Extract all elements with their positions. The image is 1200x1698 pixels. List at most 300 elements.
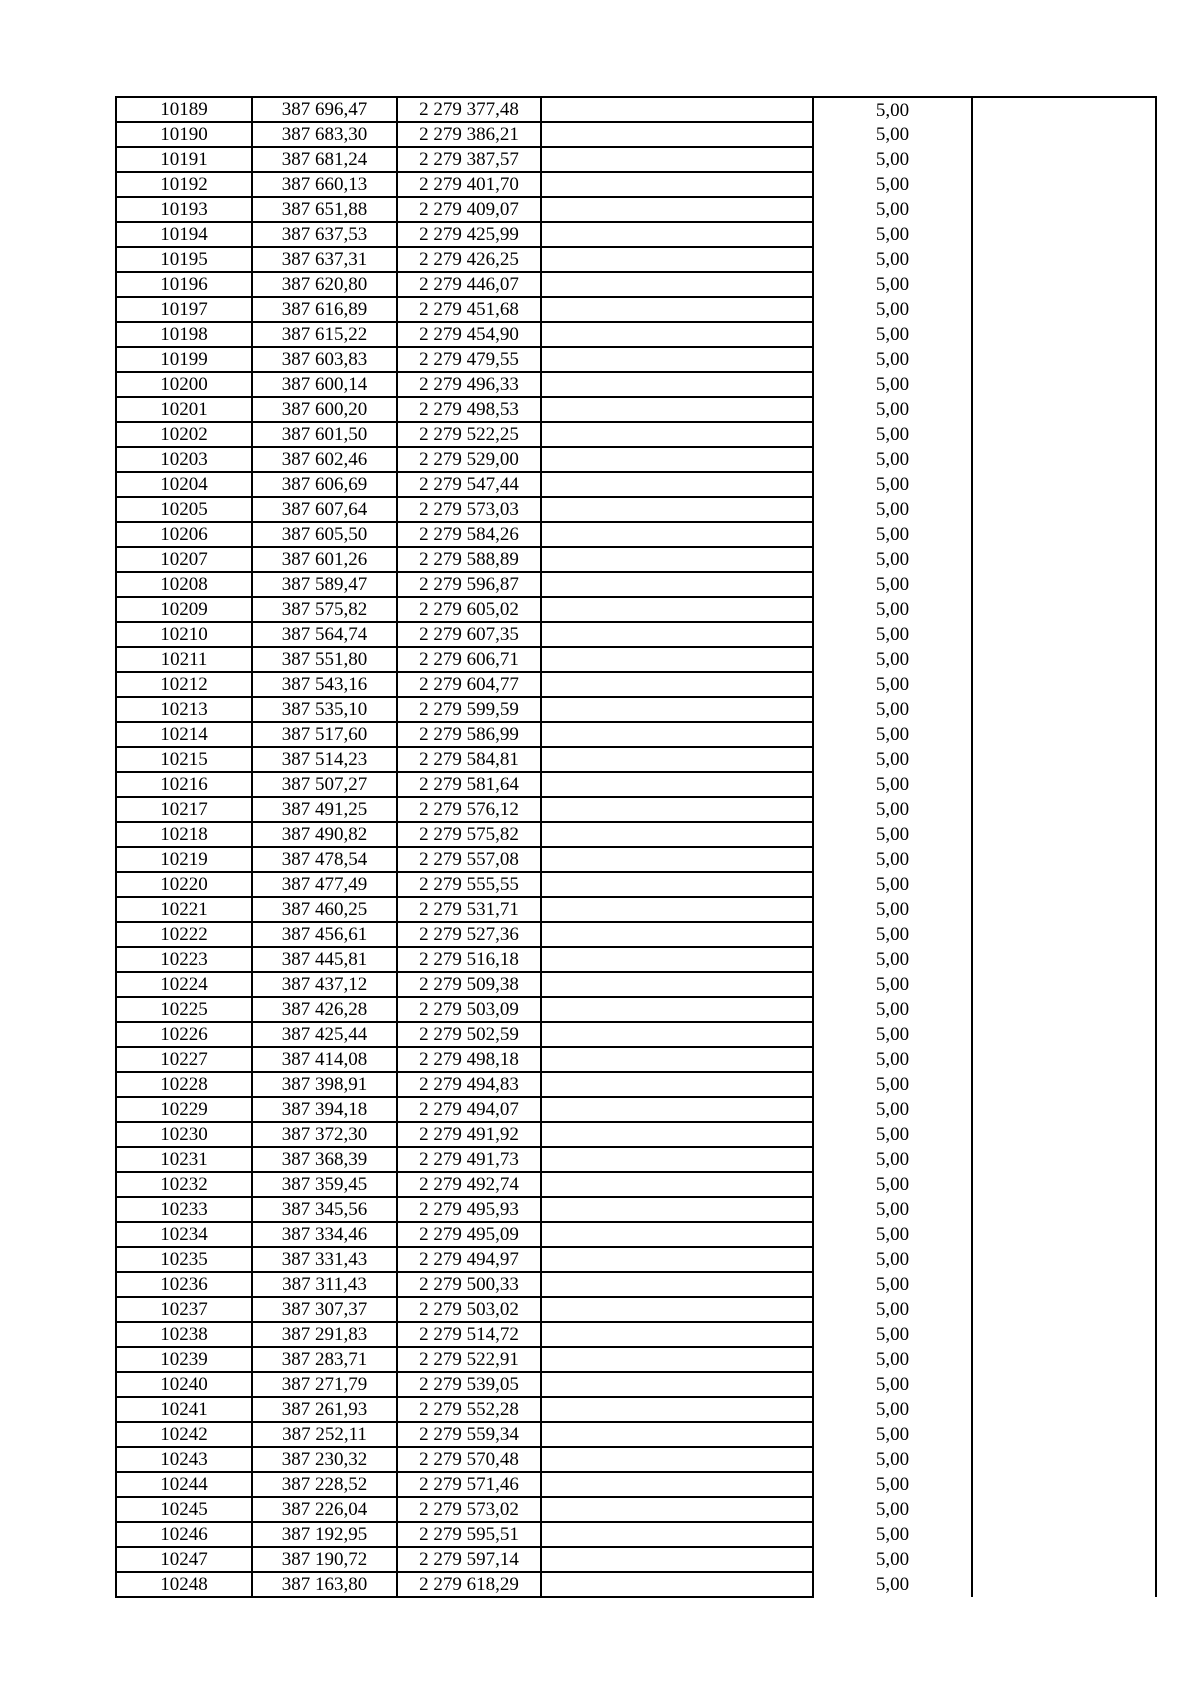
point-number-cell: 10189	[116, 97, 252, 122]
empty-cell	[541, 647, 813, 672]
y-coordinate-cell: 2 279 426,25	[397, 247, 541, 272]
empty-cell	[972, 722, 1156, 747]
value-cell: 5,00	[813, 822, 972, 847]
x-coordinate-cell: 387 291,83	[252, 1322, 397, 1347]
empty-cell	[541, 1472, 813, 1497]
coordinate-table	[115, 96, 1157, 1598]
empty-cell	[541, 1447, 813, 1472]
x-coordinate-cell: 387 637,53	[252, 222, 397, 247]
value-cell: 5,00	[813, 747, 972, 772]
empty-cell	[972, 772, 1156, 797]
x-coordinate-cell: 387 252,11	[252, 1422, 397, 1447]
empty-cell	[541, 97, 813, 122]
x-coordinate-cell: 387 491,25	[252, 797, 397, 822]
empty-cell	[972, 447, 1156, 472]
empty-cell	[972, 122, 1156, 147]
x-coordinate-cell: 387 283,71	[252, 1347, 397, 1372]
empty-cell	[972, 1297, 1156, 1322]
x-coordinate-cell: 387 601,26	[252, 547, 397, 572]
value-cell: 5,00	[813, 1022, 972, 1047]
x-coordinate-cell: 387 601,50	[252, 422, 397, 447]
point-number-cell: 10248	[116, 1572, 252, 1597]
y-coordinate-cell: 2 279 387,57	[397, 147, 541, 172]
empty-cell	[541, 1297, 813, 1322]
empty-cell	[972, 1122, 1156, 1147]
value-cell: 5,00	[813, 372, 972, 397]
x-coordinate-cell: 387 606,69	[252, 472, 397, 497]
x-coordinate-cell: 387 445,81	[252, 947, 397, 972]
table-row	[116, 297, 1156, 322]
y-coordinate-cell: 2 279 607,35	[397, 622, 541, 647]
value-cell: 5,00	[813, 1247, 972, 1272]
point-number-cell: 10198	[116, 322, 252, 347]
value-cell: 5,00	[813, 172, 972, 197]
value-cell: 5,00	[813, 997, 972, 1022]
y-coordinate-cell: 2 279 604,77	[397, 672, 541, 697]
empty-cell	[541, 822, 813, 847]
empty-cell	[972, 897, 1156, 922]
x-coordinate-cell: 387 589,47	[252, 572, 397, 597]
x-coordinate-cell: 387 368,39	[252, 1147, 397, 1172]
point-number-cell: 10241	[116, 1397, 252, 1422]
empty-cell	[972, 1572, 1156, 1597]
x-coordinate-cell: 387 517,60	[252, 722, 397, 747]
x-coordinate-cell: 387 334,46	[252, 1222, 397, 1247]
point-number-cell: 10215	[116, 747, 252, 772]
value-cell: 5,00	[813, 297, 972, 322]
y-coordinate-cell: 2 279 547,44	[397, 472, 541, 497]
point-number-cell: 10214	[116, 722, 252, 747]
x-coordinate-cell: 387 651,88	[252, 197, 397, 222]
y-coordinate-cell: 2 279 495,93	[397, 1197, 541, 1222]
table-row	[116, 972, 1156, 997]
y-coordinate-cell: 2 279 555,55	[397, 872, 541, 897]
y-coordinate-cell: 2 279 498,53	[397, 397, 541, 422]
point-number-cell: 10239	[116, 1347, 252, 1372]
x-coordinate-cell: 387 551,80	[252, 647, 397, 672]
value-cell: 5,00	[813, 1497, 972, 1522]
table-row	[116, 1172, 1156, 1197]
empty-cell	[972, 622, 1156, 647]
y-coordinate-cell: 2 279 539,05	[397, 1372, 541, 1397]
empty-cell	[972, 272, 1156, 297]
y-coordinate-cell: 2 279 595,51	[397, 1522, 541, 1547]
y-coordinate-cell: 2 279 502,59	[397, 1022, 541, 1047]
x-coordinate-cell: 387 460,25	[252, 897, 397, 922]
value-cell: 5,00	[813, 247, 972, 272]
point-number-cell: 10231	[116, 1147, 252, 1172]
y-coordinate-cell: 2 279 446,07	[397, 272, 541, 297]
point-number-cell: 10209	[116, 597, 252, 622]
point-number-cell: 10211	[116, 647, 252, 672]
point-number-cell: 10197	[116, 297, 252, 322]
point-number-cell: 10216	[116, 772, 252, 797]
empty-cell	[972, 1072, 1156, 1097]
table-row	[116, 797, 1156, 822]
value-cell: 5,00	[813, 272, 972, 297]
point-number-cell: 10237	[116, 1297, 252, 1322]
empty-cell	[972, 597, 1156, 622]
table-row	[116, 1097, 1156, 1122]
empty-cell	[541, 672, 813, 697]
point-number-cell: 10221	[116, 897, 252, 922]
table-row	[116, 497, 1156, 522]
point-number-cell: 10204	[116, 472, 252, 497]
y-coordinate-cell: 2 279 496,33	[397, 372, 541, 397]
y-coordinate-cell: 2 279 491,92	[397, 1122, 541, 1147]
y-coordinate-cell: 2 279 573,03	[397, 497, 541, 522]
value-cell: 5,00	[813, 772, 972, 797]
value-cell: 5,00	[813, 397, 972, 422]
point-number-cell: 10244	[116, 1472, 252, 1497]
empty-cell	[972, 1197, 1156, 1222]
value-cell: 5,00	[813, 1122, 972, 1147]
table-row	[116, 1297, 1156, 1322]
point-number-cell: 10220	[116, 872, 252, 897]
value-cell: 5,00	[813, 547, 972, 572]
empty-cell	[541, 1547, 813, 1572]
value-cell: 5,00	[813, 522, 972, 547]
y-coordinate-cell: 2 279 606,71	[397, 647, 541, 672]
empty-cell	[972, 1172, 1156, 1197]
point-number-cell: 10213	[116, 697, 252, 722]
table-row	[116, 272, 1156, 297]
x-coordinate-cell: 387 437,12	[252, 972, 397, 997]
value-cell: 5,00	[813, 472, 972, 497]
table-row	[116, 872, 1156, 897]
empty-cell	[972, 297, 1156, 322]
x-coordinate-cell: 387 414,08	[252, 1047, 397, 1072]
y-coordinate-cell: 2 279 451,68	[397, 297, 541, 322]
point-number-cell: 10228	[116, 1072, 252, 1097]
table-row	[116, 622, 1156, 647]
value-cell: 5,00	[813, 1422, 972, 1447]
empty-cell	[541, 422, 813, 447]
point-number-cell: 10200	[116, 372, 252, 397]
empty-cell	[541, 1147, 813, 1172]
point-number-cell: 10196	[116, 272, 252, 297]
value-cell: 5,00	[813, 322, 972, 347]
empty-cell	[541, 1397, 813, 1422]
empty-cell	[972, 1097, 1156, 1122]
value-cell: 5,00	[813, 1272, 972, 1297]
y-coordinate-cell: 2 279 586,99	[397, 722, 541, 747]
table-row	[116, 1072, 1156, 1097]
empty-cell	[972, 172, 1156, 197]
table-row	[116, 922, 1156, 947]
value-cell: 5,00	[813, 897, 972, 922]
table-row	[116, 722, 1156, 747]
value-cell: 5,00	[813, 147, 972, 172]
empty-cell	[972, 547, 1156, 572]
value-cell: 5,00	[813, 1197, 972, 1222]
empty-cell	[972, 747, 1156, 772]
x-coordinate-cell: 387 345,56	[252, 1197, 397, 1222]
point-number-cell: 10247	[116, 1547, 252, 1572]
empty-cell	[972, 422, 1156, 447]
empty-cell	[541, 497, 813, 522]
value-cell: 5,00	[813, 1347, 972, 1372]
x-coordinate-cell: 387 478,54	[252, 847, 397, 872]
empty-cell	[541, 897, 813, 922]
value-cell: 5,00	[813, 1447, 972, 1472]
y-coordinate-cell: 2 279 576,12	[397, 797, 541, 822]
point-number-cell: 10193	[116, 197, 252, 222]
table-row	[116, 1522, 1156, 1547]
point-number-cell: 10234	[116, 1222, 252, 1247]
table-row	[116, 547, 1156, 572]
empty-cell	[972, 1222, 1156, 1247]
value-cell: 5,00	[813, 1572, 972, 1597]
table-row	[116, 1572, 1156, 1597]
table-row	[116, 1047, 1156, 1072]
y-coordinate-cell: 2 279 522,91	[397, 1347, 541, 1372]
empty-cell	[972, 222, 1156, 247]
point-number-cell: 10235	[116, 1247, 252, 1272]
empty-cell	[541, 1572, 813, 1597]
y-coordinate-cell: 2 279 573,02	[397, 1497, 541, 1522]
empty-cell	[541, 1272, 813, 1297]
y-coordinate-cell: 2 279 494,97	[397, 1247, 541, 1272]
empty-cell	[541, 322, 813, 347]
y-coordinate-cell: 2 279 495,09	[397, 1222, 541, 1247]
y-coordinate-cell: 2 279 425,99	[397, 222, 541, 247]
point-number-cell: 10202	[116, 422, 252, 447]
point-number-cell: 10242	[116, 1422, 252, 1447]
point-number-cell: 10243	[116, 1447, 252, 1472]
value-cell: 5,00	[813, 672, 972, 697]
empty-cell	[541, 1372, 813, 1397]
empty-cell	[972, 397, 1156, 422]
empty-cell	[972, 1022, 1156, 1047]
empty-cell	[541, 997, 813, 1022]
table-row	[116, 1447, 1156, 1472]
empty-cell	[972, 972, 1156, 997]
empty-cell	[972, 247, 1156, 272]
x-coordinate-cell: 387 426,28	[252, 997, 397, 1022]
table-row	[116, 1022, 1156, 1047]
empty-cell	[541, 772, 813, 797]
value-cell: 5,00	[813, 497, 972, 522]
value-cell: 5,00	[813, 1547, 972, 1572]
point-number-cell: 10236	[116, 1272, 252, 1297]
x-coordinate-cell: 387 425,44	[252, 1022, 397, 1047]
empty-cell	[972, 1547, 1156, 1572]
table-row	[116, 1422, 1156, 1447]
empty-cell	[972, 97, 1156, 122]
point-number-cell: 10210	[116, 622, 252, 647]
table-row	[116, 822, 1156, 847]
point-number-cell: 10245	[116, 1497, 252, 1522]
point-number-cell: 10195	[116, 247, 252, 272]
point-number-cell: 10222	[116, 922, 252, 947]
x-coordinate-cell: 387 359,45	[252, 1172, 397, 1197]
x-coordinate-cell: 387 230,32	[252, 1447, 397, 1472]
y-coordinate-cell: 2 279 409,07	[397, 197, 541, 222]
table-body	[116, 97, 1156, 1597]
point-number-cell: 10199	[116, 347, 252, 372]
table-row	[116, 772, 1156, 797]
x-coordinate-cell: 387 575,82	[252, 597, 397, 622]
value-cell: 5,00	[813, 222, 972, 247]
y-coordinate-cell: 2 279 599,59	[397, 697, 541, 722]
empty-cell	[972, 822, 1156, 847]
x-coordinate-cell: 387 637,31	[252, 247, 397, 272]
value-cell: 5,00	[813, 947, 972, 972]
y-coordinate-cell: 2 279 516,18	[397, 947, 541, 972]
empty-cell	[541, 1197, 813, 1222]
y-coordinate-cell: 2 279 514,72	[397, 1322, 541, 1347]
table-row	[116, 172, 1156, 197]
point-number-cell: 10208	[116, 572, 252, 597]
empty-cell	[972, 472, 1156, 497]
x-coordinate-cell: 387 307,37	[252, 1297, 397, 1322]
y-coordinate-cell: 2 279 531,71	[397, 897, 541, 922]
empty-cell	[541, 947, 813, 972]
empty-cell	[541, 1522, 813, 1547]
x-coordinate-cell: 387 372,30	[252, 1122, 397, 1147]
empty-cell	[541, 347, 813, 372]
point-number-cell: 10224	[116, 972, 252, 997]
point-number-cell: 10217	[116, 797, 252, 822]
empty-cell	[972, 372, 1156, 397]
empty-cell	[972, 1422, 1156, 1447]
point-number-cell: 10223	[116, 947, 252, 972]
table-row	[116, 147, 1156, 172]
value-cell: 5,00	[813, 1297, 972, 1322]
y-coordinate-cell: 2 279 557,08	[397, 847, 541, 872]
table-row	[116, 1347, 1156, 1372]
value-cell: 5,00	[813, 1072, 972, 1097]
x-coordinate-cell: 387 660,13	[252, 172, 397, 197]
empty-cell	[972, 697, 1156, 722]
table-row	[116, 397, 1156, 422]
point-number-cell: 10218	[116, 822, 252, 847]
empty-cell	[541, 197, 813, 222]
point-number-cell: 10203	[116, 447, 252, 472]
empty-cell	[541, 572, 813, 597]
y-coordinate-cell: 2 279 597,14	[397, 1547, 541, 1572]
empty-cell	[972, 672, 1156, 697]
point-number-cell: 10191	[116, 147, 252, 172]
point-number-cell: 10238	[116, 1322, 252, 1347]
table-row	[116, 422, 1156, 447]
x-coordinate-cell: 387 311,43	[252, 1272, 397, 1297]
point-number-cell: 10232	[116, 1172, 252, 1197]
empty-cell	[541, 1322, 813, 1347]
x-coordinate-cell: 387 331,43	[252, 1247, 397, 1272]
empty-cell	[541, 372, 813, 397]
point-number-cell: 10227	[116, 1047, 252, 1072]
y-coordinate-cell: 2 279 509,38	[397, 972, 541, 997]
empty-cell	[541, 1097, 813, 1122]
x-coordinate-cell: 387 271,79	[252, 1372, 397, 1397]
empty-cell	[972, 1147, 1156, 1172]
x-coordinate-cell: 387 394,18	[252, 1097, 397, 1122]
empty-cell	[541, 1347, 813, 1372]
y-coordinate-cell: 2 279 503,09	[397, 997, 541, 1022]
value-cell: 5,00	[813, 797, 972, 822]
x-coordinate-cell: 387 261,93	[252, 1397, 397, 1422]
empty-cell	[541, 1022, 813, 1047]
empty-cell	[972, 1497, 1156, 1522]
y-coordinate-cell: 2 279 401,70	[397, 172, 541, 197]
table-row	[116, 1547, 1156, 1572]
y-coordinate-cell: 2 279 618,29	[397, 1572, 541, 1597]
value-cell: 5,00	[813, 1222, 972, 1247]
point-number-cell: 10246	[116, 1522, 252, 1547]
point-number-cell: 10190	[116, 122, 252, 147]
empty-cell	[541, 1247, 813, 1272]
y-coordinate-cell: 2 279 559,34	[397, 1422, 541, 1447]
point-number-cell: 10226	[116, 1022, 252, 1047]
empty-cell	[541, 1047, 813, 1072]
value-cell: 5,00	[813, 447, 972, 472]
y-coordinate-cell: 2 279 498,18	[397, 1047, 541, 1072]
x-coordinate-cell: 387 602,46	[252, 447, 397, 472]
table-row	[116, 122, 1156, 147]
x-coordinate-cell: 387 607,64	[252, 497, 397, 522]
value-cell: 5,00	[813, 1322, 972, 1347]
value-cell: 5,00	[813, 347, 972, 372]
point-number-cell: 10230	[116, 1122, 252, 1147]
empty-cell	[541, 797, 813, 822]
x-coordinate-cell: 387 696,47	[252, 97, 397, 122]
empty-cell	[972, 1372, 1156, 1397]
point-number-cell: 10212	[116, 672, 252, 697]
empty-cell	[972, 1397, 1156, 1422]
y-coordinate-cell: 2 279 605,02	[397, 597, 541, 622]
empty-cell	[541, 1072, 813, 1097]
x-coordinate-cell: 387 616,89	[252, 297, 397, 322]
point-number-cell: 10206	[116, 522, 252, 547]
table-row	[116, 572, 1156, 597]
point-number-cell: 10201	[116, 397, 252, 422]
x-coordinate-cell: 387 615,22	[252, 322, 397, 347]
table-row	[116, 97, 1156, 122]
y-coordinate-cell: 2 279 503,02	[397, 1297, 541, 1322]
value-cell: 5,00	[813, 847, 972, 872]
y-coordinate-cell: 2 279 494,83	[397, 1072, 541, 1097]
empty-cell	[972, 847, 1156, 872]
value-cell: 5,00	[813, 922, 972, 947]
point-number-cell: 10225	[116, 997, 252, 1022]
point-number-cell: 10229	[116, 1097, 252, 1122]
y-coordinate-cell: 2 279 570,48	[397, 1447, 541, 1472]
x-coordinate-cell: 387 683,30	[252, 122, 397, 147]
empty-cell	[541, 1497, 813, 1522]
y-coordinate-cell: 2 279 581,64	[397, 772, 541, 797]
x-coordinate-cell: 387 228,52	[252, 1472, 397, 1497]
x-coordinate-cell: 387 600,20	[252, 397, 397, 422]
table-row	[116, 1147, 1156, 1172]
value-cell: 5,00	[813, 197, 972, 222]
table-row	[116, 1397, 1156, 1422]
x-coordinate-cell: 387 226,04	[252, 1497, 397, 1522]
y-coordinate-cell: 2 279 575,82	[397, 822, 541, 847]
y-coordinate-cell: 2 279 584,81	[397, 747, 541, 772]
value-cell: 5,00	[813, 697, 972, 722]
value-cell: 5,00	[813, 597, 972, 622]
y-coordinate-cell: 2 279 588,89	[397, 547, 541, 572]
empty-cell	[541, 1122, 813, 1147]
empty-cell	[972, 797, 1156, 822]
empty-cell	[972, 1247, 1156, 1272]
empty-cell	[541, 522, 813, 547]
empty-cell	[541, 447, 813, 472]
x-coordinate-cell: 387 514,23	[252, 747, 397, 772]
table-row	[116, 447, 1156, 472]
